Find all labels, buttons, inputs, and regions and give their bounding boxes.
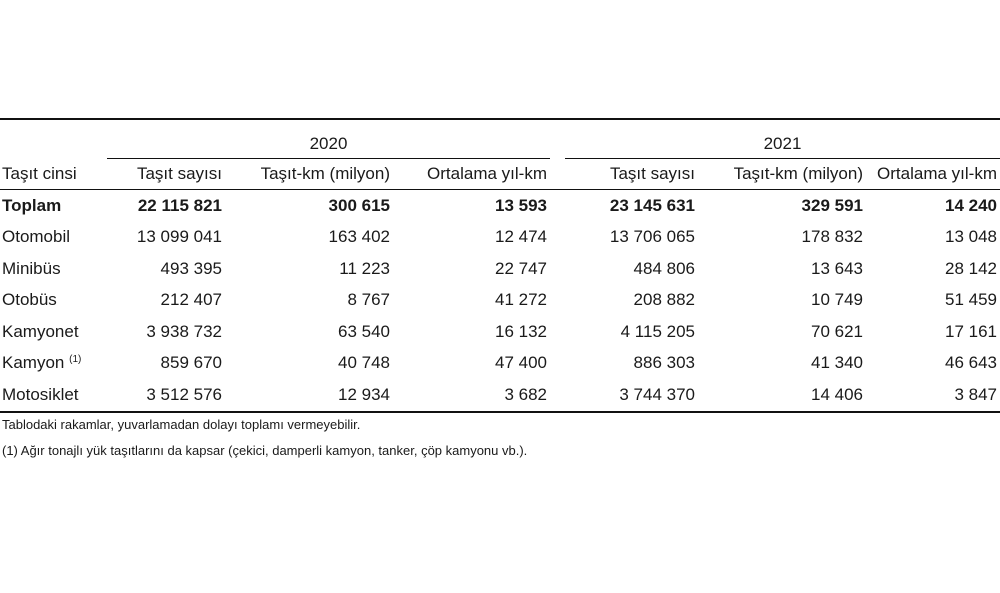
rounding-note: Tablodaki rakamlar, yuvarlamadan dolayı toplamı vermeyebilir. [2,417,361,432]
table-cell: 484 806 [633,258,695,278]
table-cell: 51 459 [945,290,997,310]
row-label [0,190,107,222]
row-label-text: Otobüs [2,290,57,310]
row-label [0,285,107,317]
vehicle-statistics-table [0,118,1000,413]
table-cell: 46 643 [945,353,997,373]
table-cell: 13 643 [811,258,863,278]
table-cell: 14 240 [945,195,997,215]
row-label [0,379,107,412]
table-cell: 41 272 [495,290,547,310]
row-label-text: Kamyonet [2,321,79,341]
footnote-marker: (1) [69,354,82,366]
table-cell: 300 615 [328,195,390,215]
footnote-1: (1) Ağır tonajlı yük taşıtlarını da kapsar (çekici, damperli kamyon, tanker, çöp kamyonu vb.). [2,443,528,459]
table-cell: 41 340 [811,353,863,373]
column-gap [550,379,565,412]
row-label-text: Kamyon [2,353,65,373]
vehicle-statistics-table-container [0,118,1000,413]
table-cell: 12 934 [225,379,393,412]
table-cell: 493 395 [160,258,222,278]
table-cell: 212 407 [160,290,222,310]
column-gap [550,316,565,348]
table-cell: 40 748 [338,353,390,373]
table-cell: 859 670 [160,353,222,373]
table-cell: 8 767 [347,290,390,310]
column-header: Ortalama yıl-km [393,159,550,190]
corner-label: Taşıt cinsi [0,159,107,190]
table-cell: 16 132 [495,321,547,341]
table-cell: 63 540 [338,321,390,341]
table-row [0,253,1000,285]
table-cell: 208 882 [633,290,695,310]
column-header-row [0,159,1000,190]
row-label [0,222,107,254]
table-notes [2,416,527,468]
table-cell: 13 706 065 [609,227,695,247]
row-label [0,316,107,348]
row-label-text: Minibüs [2,258,61,278]
table-cell: 13 099 041 [136,227,222,247]
year-header-2021: 2021 [565,120,1000,159]
row-label-text: Toplam [2,195,62,215]
column-gap [550,348,565,380]
column-header: Taşıt-km (milyon) [225,159,393,190]
table-cell: 10 749 [811,290,863,310]
table-cell: 4 115 205 [620,321,695,341]
table-row [0,348,1000,380]
table-cell: 11 223 [339,258,390,278]
year-header-row [0,120,1000,159]
column-gap [550,190,565,222]
table-cell: 3 682 [393,379,550,412]
row-label-text: Motosiklet [2,384,79,404]
table-cell: 14 406 [698,379,866,412]
table-row [0,285,1000,317]
table-cell: 3 512 576 [107,379,225,412]
table-cell: 3 744 370 [565,379,698,412]
row-label [0,348,107,380]
table-cell: 13 593 [495,195,547,215]
column-header: Taşıt-km (milyon) [698,159,866,190]
table-cell: 178 832 [801,227,863,247]
table-cell: 13 048 [945,227,997,247]
table-cell: 329 591 [801,195,863,215]
table-cell: 28 142 [945,258,997,278]
table-cell: 22 747 [495,258,547,278]
column-header: Taşıt sayısı [565,159,698,190]
table-cell: 3 938 732 [146,321,222,341]
table-cell: 886 303 [633,353,695,373]
year-header-2020: 2020 [107,120,550,159]
table-row [0,222,1000,254]
column-gap [550,253,565,285]
table-cell: 163 402 [328,227,390,247]
table-cell: 17 161 [945,321,997,341]
table-cell: 23 145 631 [609,195,695,215]
table-row [0,316,1000,348]
row-label [0,253,107,285]
table-cell: 12 474 [495,227,547,247]
column-header: Ortalama yıl-km [866,159,1000,190]
column-header: Taşıt sayısı [107,159,225,190]
table-cell: 22 115 821 [137,195,222,215]
table-row [0,379,1000,412]
table-row [0,190,1000,222]
column-gap [550,222,565,254]
table-cell: 47 400 [495,353,547,373]
table-cell: 70 621 [811,321,863,341]
row-label-text: Otomobil [2,227,71,247]
column-gap [550,285,565,317]
table-cell: 3 847 [866,379,1000,412]
